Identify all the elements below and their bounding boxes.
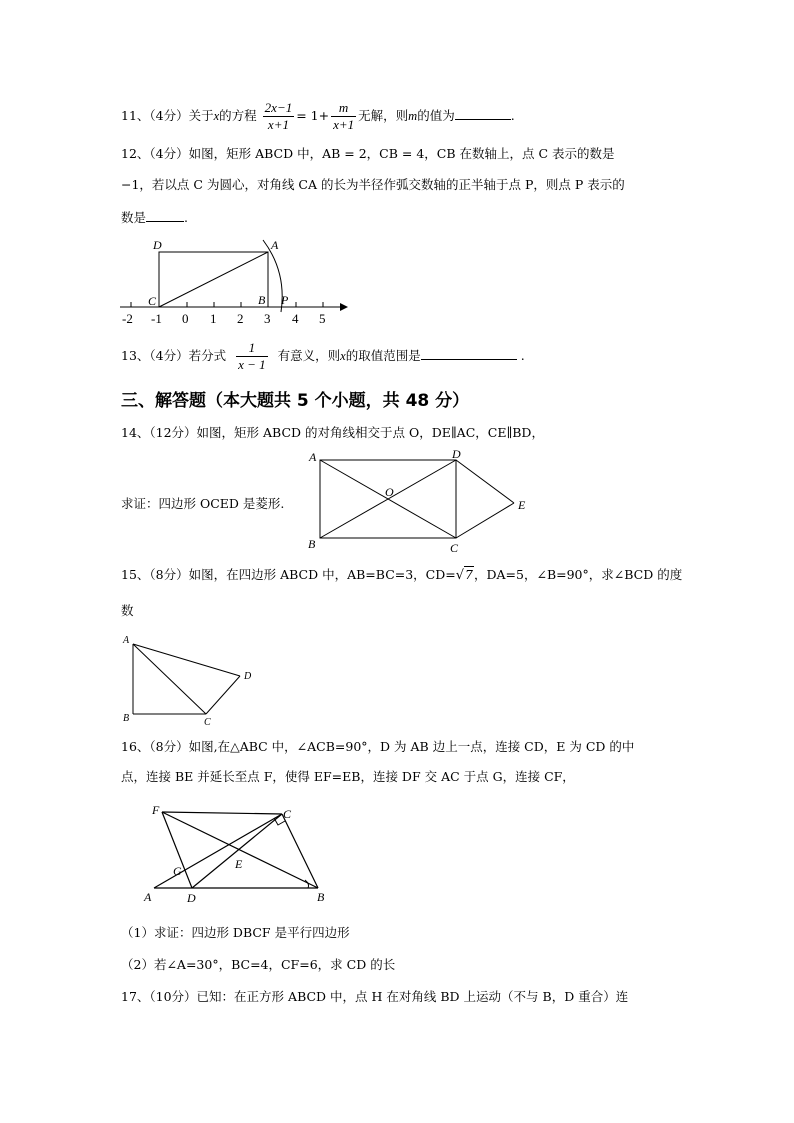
q15-label-A: A	[123, 635, 130, 646]
q11-frac2-num: m	[331, 100, 356, 117]
q12-label-C: C	[148, 294, 157, 308]
q12-tick-2: 2	[237, 311, 244, 326]
q14-label-C: C	[450, 541, 459, 555]
q16-line2: 点，连接 BE 并延长至点 F，使得 EF=EB，连接 DF 交 AC 于点 G，连接 CF，	[121, 769, 575, 784]
q15-line1-text: 15、（8分）如图，在四边形 ABCD 中，AB=BC=3，CD=	[121, 567, 456, 582]
q11-tail: 无解，则	[358, 108, 409, 123]
q12-figure	[115, 232, 350, 328]
q13-end: .	[520, 348, 525, 363]
q15-line2: 数	[121, 603, 134, 618]
q12-line2: −1，若以点 C 为圆心，对角线 CA 的长为半径作弧交数轴的正半轴于点 P，则点 P 表示的	[121, 177, 625, 192]
q15-label-B: B	[123, 713, 130, 724]
q13-frac-num: 1	[236, 340, 268, 357]
q16-label-E: E	[235, 857, 243, 871]
q17-line1: 17、（10分）已知：在正方形 ABCD 中，点 H 在对角线 BD 上运动（不与 B，D 重合）连	[121, 989, 629, 1004]
q16-label-A: A	[144, 890, 152, 904]
q16-label-G: G	[173, 864, 182, 878]
q12-tick-4: 4	[292, 311, 299, 326]
q12-line3-end: .	[184, 210, 188, 225]
q14-label-E: E	[518, 498, 526, 512]
q11-var-m: m	[408, 109, 418, 123]
q12-label-B: B	[258, 293, 266, 307]
q11-frac2	[331, 100, 356, 133]
q12-tick-1: 1	[210, 311, 217, 326]
q14-label-A: A	[309, 450, 317, 464]
q11-frac1-den: x+1	[267, 117, 289, 132]
q12-label-D: D	[153, 238, 162, 252]
q11-prefix: 11、（4分）关于	[121, 108, 214, 123]
q13-tail: 的取值范围是	[345, 348, 421, 363]
q14-figure	[300, 446, 540, 556]
q11-frac1-num: 2x−1	[264, 100, 293, 115]
q15-label-D: D	[244, 671, 252, 682]
q11-end: .	[510, 108, 515, 123]
q16-figure	[140, 800, 340, 910]
q12-line3	[121, 208, 188, 227]
q13-mid: 有意义，则	[277, 348, 341, 363]
q15-sqrt-value: 7	[465, 567, 473, 582]
q15-figure	[118, 632, 263, 727]
q14-label-O: O	[385, 485, 394, 499]
q16-label-B: B	[317, 890, 325, 904]
q16-label-F: F	[152, 803, 160, 817]
q13-frac-den: x − 1	[238, 357, 266, 372]
sqrt-symbol: √	[455, 568, 465, 583]
q11-eq: = 1+	[296, 108, 330, 123]
q15-label-C: C	[204, 717, 211, 727]
q16-part2: （2）若∠A=30°，BC=4，CF=6，求 CD 的长	[121, 957, 396, 972]
q11-var-x: x	[213, 109, 220, 123]
q12-tick-5: 5	[319, 311, 326, 326]
q14-label-D: D	[452, 447, 461, 461]
q12-answer-blank	[146, 208, 184, 222]
section-heading: 三、解答题（本大题共 5 个小题，共 48 分）	[121, 391, 470, 411]
q16-label-D: D	[187, 891, 196, 905]
q11	[121, 100, 515, 133]
q14-line2: 求证：四边形 OCED 是菱形.	[121, 496, 285, 511]
q12-tick--2: -2	[122, 311, 133, 326]
q16-part1: （1）求证：四边形 DBCF 是平行四边形	[121, 925, 350, 940]
q11-frac2-den: x+1	[333, 117, 355, 132]
q15-line1	[121, 566, 682, 585]
q16-line1: 16、（8分）如图,在△ABC 中，∠ACB=90°，D 为 AB 边上一点，连接 CD，E 为 CD 的中	[121, 739, 635, 754]
q15-line1-tail: ，DA=5，∠B=90°，求∠BCD 的度	[474, 567, 683, 582]
q11-mid: 的方程	[219, 108, 257, 123]
q14-line1: 14、（12分）如图，矩形 ABCD 的对角线相交于点 O，DE∥AC，CE∥BD，	[121, 425, 544, 440]
q12-label-A: A	[271, 238, 279, 252]
q13	[121, 340, 525, 373]
q12-label-P: P	[281, 293, 289, 307]
q12-line1: 12、（4分）如图，矩形 ABCD 中，AB = 2，CB = 4，CB 在数轴上，点 C 表示的数是	[121, 146, 615, 161]
q14-label-B: B	[308, 537, 316, 551]
q12-tick-3: 3	[264, 311, 271, 326]
q11-answer-blank	[455, 106, 511, 120]
q12-tick--1: -1	[151, 311, 162, 326]
q11-tail2: 的值为	[417, 108, 455, 123]
q12-tick-0: 0	[182, 311, 189, 326]
q13-prefix: 13、（4分）若分式	[121, 348, 227, 363]
q13-frac	[236, 340, 268, 373]
q12-line3-text: 数是	[121, 210, 147, 225]
q16-label-C: C	[283, 807, 292, 821]
q13-answer-blank	[421, 346, 517, 360]
q13-var-x: x	[340, 349, 346, 363]
q11-frac1	[263, 100, 295, 133]
